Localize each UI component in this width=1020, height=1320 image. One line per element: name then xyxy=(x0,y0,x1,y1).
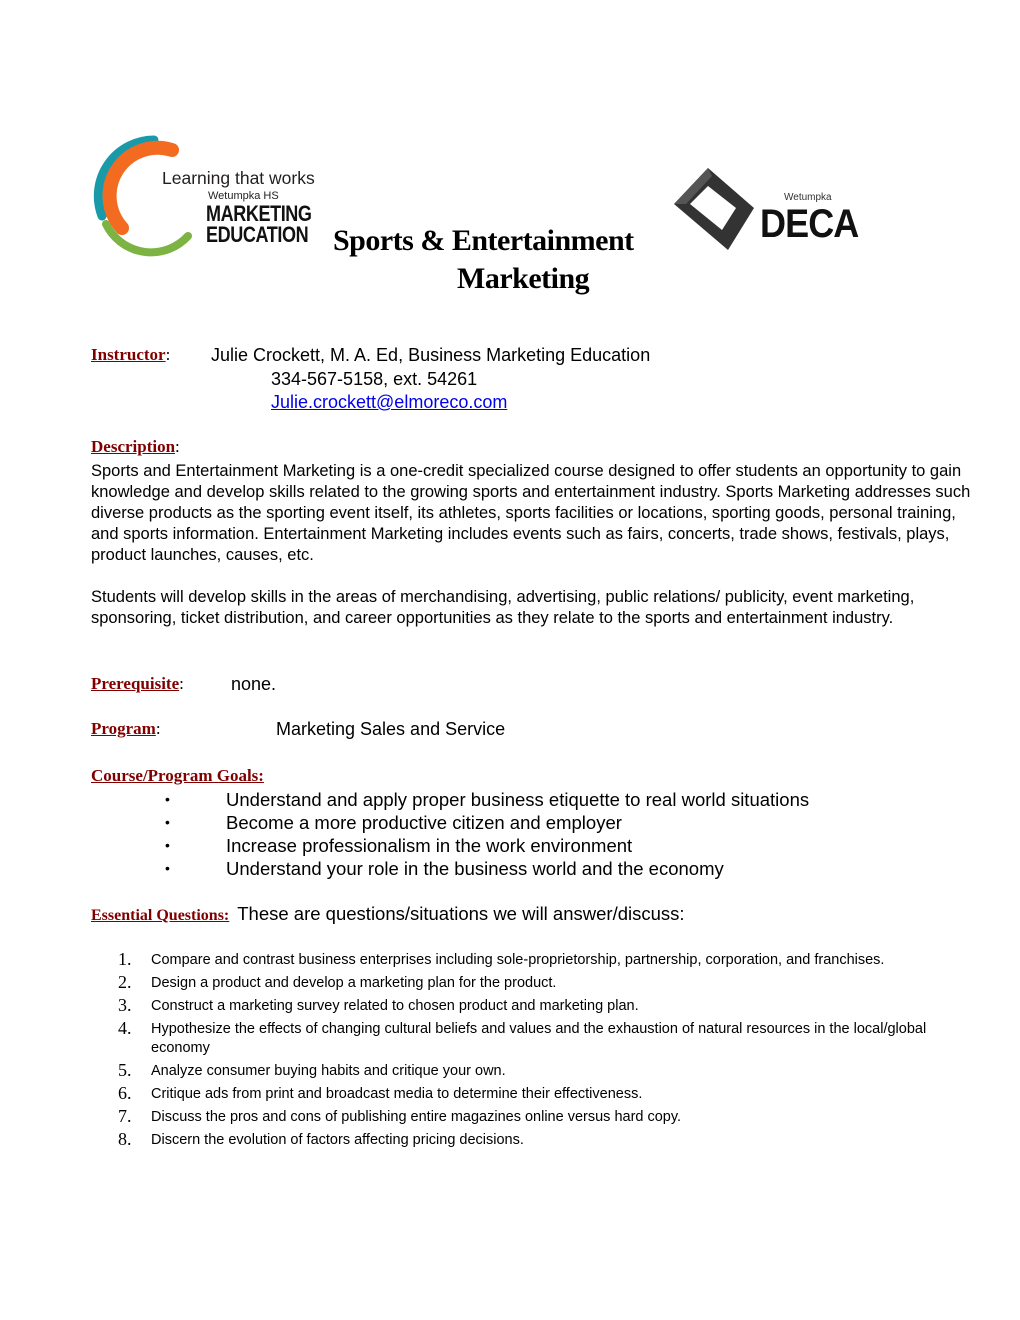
instructor-name: Julie Crockett, M. A. Ed, Business Marketing Education xyxy=(211,345,651,365)
goals-heading xyxy=(91,766,264,786)
question-text: Compare and contrast business enterprises including sole-proprietorship, partnership, corporation, and franchises. xyxy=(151,952,885,968)
page-title-line1: Sports & Entertainment xyxy=(333,224,634,257)
description-paragraph-2: Students will develop skills in the areas of merchandising, advertising, public relations/ publicity, event marketing, sponsoring, ticket distribution, and career opportunities as they relate to the sports and entertainment industry. xyxy=(91,588,915,627)
program-row xyxy=(91,719,506,739)
list-item xyxy=(118,1020,978,1058)
goal-text: Understand and apply proper business etiquette to real world situations xyxy=(226,789,810,810)
deca-diamond-icon xyxy=(672,164,756,252)
prerequisite-row xyxy=(91,674,277,694)
question-number: 3. xyxy=(118,995,132,1015)
list-item xyxy=(118,997,978,1016)
logo-word-education: EDUCATION xyxy=(206,222,309,247)
goal-text: Become a more productive citizen and employer xyxy=(226,812,622,833)
description-colon: : xyxy=(175,437,180,456)
question-text: Discern the evolution of factors affecting pricing decisions. xyxy=(151,1132,524,1148)
list-item xyxy=(118,951,978,970)
logo-word-marketing: MARKETING xyxy=(206,201,312,226)
deca-school-name: Wetumpka xyxy=(784,192,832,203)
question-number: 1. xyxy=(118,949,132,969)
goal-text: Understand your role in the business world and the economy xyxy=(226,858,724,879)
list-item xyxy=(118,1108,978,1127)
question-number: 4. xyxy=(118,1018,132,1038)
goal-text: Increase professionalism in the work environment xyxy=(226,835,633,856)
description-paragraph-1: Sports and Entertainment Marketing is a one-credit specialized course designed to offer students an opportunity to gain knowledge and develop skills related to the growing sports and entertainment industry. Sports Marketing addresses such diverse products as the sporting event itself, its athletes, sports facilities or locations, sporting goods, personal training, and sports information. Entertainment Marketing includes events such as fairs, concerts, trade shows, festivals, plays, product launches, causes, etc. xyxy=(91,462,971,564)
bullet-icon: • xyxy=(165,791,170,807)
description-heading xyxy=(91,437,180,457)
instructor-colon: : xyxy=(165,345,171,364)
page-title-line2: Marketing xyxy=(457,262,590,295)
instructor-phone: 334-567-5158, ext. 54261 xyxy=(271,369,478,389)
list-item xyxy=(118,1085,978,1104)
essential-questions-list xyxy=(118,951,978,1154)
bullet-icon: • xyxy=(165,837,170,853)
logo-tagline: Learning that works xyxy=(162,168,315,188)
deca-logo xyxy=(672,164,872,254)
list-item xyxy=(118,974,978,993)
prerequisite-value: none. xyxy=(231,674,277,694)
swoosh-arcs-icon xyxy=(92,128,222,258)
question-number: 6. xyxy=(118,1083,132,1103)
program-value: Marketing Sales and Service xyxy=(276,719,506,739)
essential-questions-label: Essential Questions: xyxy=(91,907,230,924)
list-item xyxy=(118,1131,978,1150)
question-text: Design a product and develop a marketing plan for the product. xyxy=(151,975,557,991)
question-text: Critique ads from print and broadcast media to determine their effectiveness. xyxy=(151,1086,643,1102)
description-label: Description xyxy=(91,437,176,456)
essential-questions-heading xyxy=(91,903,685,925)
prerequisite-label: Prerequisite xyxy=(91,674,180,693)
question-number: 5. xyxy=(118,1060,132,1080)
question-number: 2. xyxy=(118,972,132,992)
program-label: Program xyxy=(91,719,156,738)
goals-label: Course/Program Goals: xyxy=(91,766,264,785)
question-text: Construct a marketing survey related to chosen product and marketing plan. xyxy=(151,998,639,1014)
instructor-label: Instructor xyxy=(91,345,166,364)
instructor-email-link[interactable]: Julie.crockett@elmoreco.com xyxy=(271,392,508,412)
prerequisite-colon: : xyxy=(179,674,184,693)
question-number: 8. xyxy=(118,1129,132,1149)
deca-wordmark: DECA xyxy=(760,202,859,246)
question-text: Analyze consumer buying habits and critique your own. xyxy=(151,1063,506,1079)
list-item xyxy=(118,1062,978,1081)
instructor-row xyxy=(91,345,651,365)
essential-questions-intro: These are questions/situations we will answer/discuss: xyxy=(237,903,685,924)
bullet-icon: • xyxy=(165,814,170,830)
program-colon: : xyxy=(155,719,161,738)
question-number: 7. xyxy=(118,1106,132,1126)
logo-school-name: Wetumpka HS xyxy=(208,190,279,202)
marketing-education-logo xyxy=(92,128,322,258)
question-text: Hypothesize the effects of changing cultural beliefs and values and the exhaustion of natural resources in the local/global economy xyxy=(151,1021,927,1056)
bullet-icon: • xyxy=(165,860,170,876)
question-text: Discuss the pros and cons of publishing entire magazines online versus hard copy. xyxy=(151,1109,682,1125)
